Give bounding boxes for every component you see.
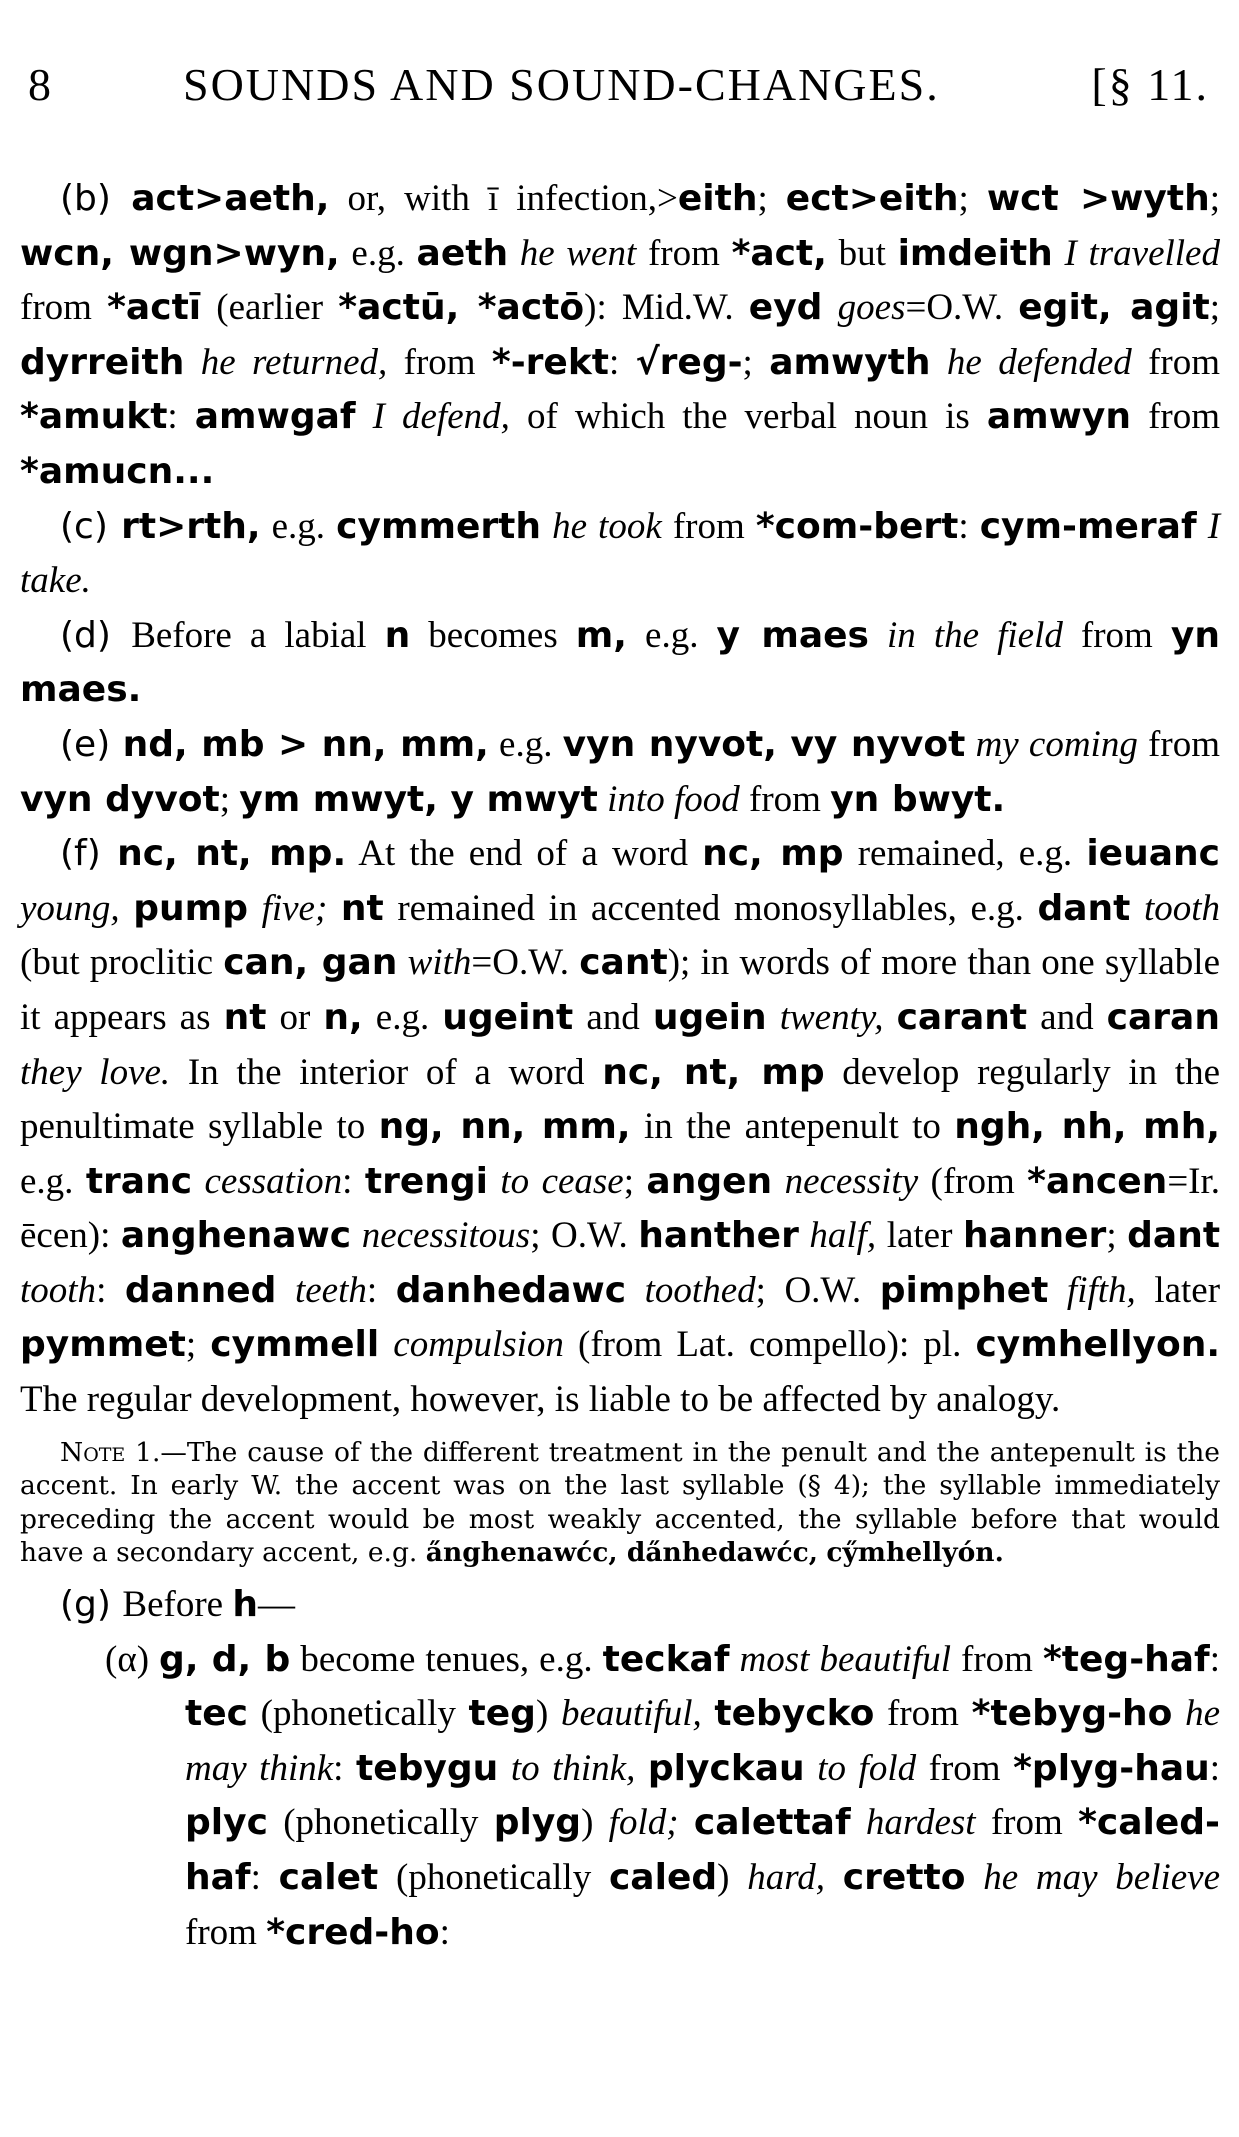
welsh-form: tebycko (714, 1693, 875, 1735)
text-run: In the interior of a word (170, 1051, 603, 1093)
text-run: e.g. (339, 232, 417, 274)
text-run: : (167, 396, 195, 438)
text-run: (phonetically (247, 1693, 469, 1735)
text-run: ; O.W. (530, 1215, 639, 1257)
text-run (965, 724, 975, 765)
text-run (351, 1215, 362, 1256)
welsh-form: rt>rth, (121, 505, 261, 547)
welsh-form: *amucn... (20, 450, 215, 492)
text-run: ; (1106, 1215, 1128, 1257)
welsh-form: *plyg-hau (1013, 1747, 1210, 1789)
text-run: e.g. (362, 996, 443, 1038)
text-run (276, 1270, 295, 1311)
text-run (805, 1748, 818, 1789)
welsh-form: vyn dyvot (20, 778, 220, 820)
gloss: twenty, (779, 996, 884, 1038)
gloss: compulsion (393, 1324, 564, 1366)
welsh-form: ugeint (442, 996, 574, 1038)
welsh-form: calet (278, 1857, 379, 1898)
gloss: beautiful, (560, 1693, 702, 1735)
gloss: I take. (20, 505, 1221, 602)
note-label: Note (60, 1436, 126, 1468)
welsh-form: angen (646, 1160, 773, 1202)
text-run (772, 1161, 784, 1202)
text-run: later (876, 1215, 963, 1257)
text-run: remained, e.g. (843, 833, 1087, 875)
welsh-form: nt (340, 887, 384, 929)
text-run (1172, 1693, 1185, 1734)
text-run (541, 506, 552, 547)
text-run: in the antepenult to (630, 1106, 955, 1148)
welsh-form: *caled-haf (185, 1802, 1220, 1898)
text-run: remained in accented monosyllables, e.g. (383, 887, 1038, 929)
text-run (1130, 888, 1144, 929)
welsh-form: cant (579, 942, 668, 984)
text-run: become tenues, e.g. (290, 1638, 603, 1680)
text-run (730, 1639, 740, 1680)
gloss: I travelled (1064, 232, 1220, 274)
text-run: or (266, 996, 324, 1038)
welsh-form: m, (575, 614, 627, 656)
text-run (248, 888, 262, 929)
welsh-form: teg (468, 1693, 536, 1735)
gloss: my coming (975, 723, 1138, 765)
welsh-form: eyd (748, 287, 823, 329)
welsh-form: trengi (364, 1160, 488, 1202)
welsh-form: danhedawc (395, 1269, 627, 1311)
paragraph-e (20, 718, 1220, 827)
welsh-form: cretto (842, 1857, 966, 1898)
text-run: from (916, 1747, 1014, 1789)
gloss: hardest (865, 1802, 976, 1844)
gloss: fold; (608, 1802, 679, 1844)
welsh-form: pimphet (879, 1269, 1049, 1311)
welsh-form: dant (1127, 1215, 1221, 1257)
welsh-form: plyg (493, 1802, 582, 1844)
welsh-form: h (232, 1584, 258, 1626)
text-run: from (20, 287, 108, 329)
welsh-form: *ancen (1027, 1160, 1168, 1202)
text-run (508, 233, 520, 274)
text-run (379, 1324, 393, 1365)
text-run: : (958, 505, 980, 547)
text-run: but (826, 232, 898, 274)
text-run (931, 342, 947, 383)
welsh-form: plyckau (647, 1747, 805, 1789)
welsh-form: hanther (638, 1215, 799, 1257)
text-run: from (951, 1638, 1043, 1680)
welsh-form: carant (896, 996, 1028, 1038)
welsh-form: aeth (416, 232, 509, 274)
text-run: becomes (410, 614, 576, 656)
welsh-form: wcn, wgn>wyn, (20, 232, 340, 274)
text-run: (but proclitic (20, 942, 224, 984)
welsh-form: ng, nn, mm, (378, 1106, 631, 1148)
text-run: from (1137, 723, 1220, 765)
welsh-form: *tebyg-ho (971, 1693, 1173, 1735)
gloss: to think, (510, 1747, 636, 1789)
text-run (192, 1161, 204, 1202)
gloss: most beautiful (739, 1638, 951, 1680)
item-label: (d) (60, 614, 132, 656)
text-run: e.g. (626, 614, 717, 656)
welsh-form: n (384, 614, 411, 656)
text-run: and (573, 996, 653, 1038)
welsh-form: cym-meraf (979, 505, 1197, 547)
text-run: =O.W. (905, 287, 1019, 329)
text-run (498, 1748, 511, 1789)
welsh-form: ect>eith (785, 178, 959, 219)
welsh-form: amwgaf (194, 396, 356, 438)
text-run (1048, 1270, 1067, 1311)
gloss: with (407, 942, 472, 984)
welsh-form: dyrreith (20, 341, 185, 383)
text-run (1053, 233, 1065, 274)
text-run (869, 615, 887, 656)
welsh-form: nc, nt, mp (602, 1051, 825, 1093)
text-run: : (1209, 1638, 1220, 1680)
welsh-form: dant (1037, 887, 1131, 929)
welsh-form: pump (133, 887, 248, 929)
welsh-form: can, gan (223, 942, 398, 984)
text-run (822, 287, 837, 328)
gloss: tooth (20, 1269, 97, 1311)
gloss: he may think (185, 1693, 1221, 1789)
welsh-form: n, (323, 996, 363, 1038)
text-run (851, 1802, 866, 1843)
text-run (327, 888, 341, 929)
welsh-form: a̋nghenawćc, da̋nhedawćc, (425, 1537, 818, 1569)
gloss: he defended (946, 341, 1132, 383)
text-run: ): Mid.W. (584, 287, 749, 329)
text-run: =Ir. ēcen): (20, 1160, 1221, 1257)
welsh-form: plyc (185, 1802, 268, 1844)
welsh-form: caran (1106, 996, 1220, 1038)
text-run (635, 1748, 648, 1789)
text-run: from (739, 778, 831, 820)
item-label: (g) (60, 1584, 123, 1626)
welsh-form: hanner (962, 1215, 1107, 1257)
text-run (767, 997, 780, 1038)
gloss: fifth, (1066, 1269, 1136, 1311)
gloss: he took (552, 505, 662, 547)
welsh-form: *cred-ho (266, 1911, 440, 1953)
text-run: from (185, 1911, 267, 1953)
text-run: from (1062, 614, 1171, 656)
text-run (965, 1857, 983, 1898)
running-header (28, 58, 1209, 118)
paragraph-g-alpha (20, 1633, 1220, 1961)
page-number: 8 (28, 59, 53, 110)
text-run: ; O.W. (755, 1269, 880, 1311)
text-run: : (333, 1747, 356, 1789)
text-run (397, 942, 407, 983)
paragraph-g (20, 1578, 1220, 1633)
text-run: ; (1209, 178, 1220, 219)
gloss: he went (519, 232, 637, 274)
text-run: e.g. (488, 723, 563, 765)
text-run: (α) (105, 1638, 160, 1680)
text-run: from (1131, 396, 1221, 438)
welsh-form: yn maes. (20, 614, 1220, 711)
text-run: : (366, 1269, 396, 1311)
text-run: e.g. (20, 1160, 86, 1202)
gloss: in the field (887, 614, 1063, 656)
text-run: =O.W. (471, 942, 580, 984)
section-marker: [§ 11. (1091, 59, 1209, 110)
item-label: (e) (60, 723, 123, 765)
welsh-form: vyn nyvot, vy nyvot (562, 723, 966, 765)
gloss: five; (261, 887, 328, 929)
text-run: (phonetically (267, 1802, 494, 1844)
text-run: : (609, 341, 636, 383)
welsh-form: nt (223, 996, 267, 1038)
gloss: to cease (500, 1160, 624, 1202)
text-run: ) (717, 1857, 748, 1898)
text-run (825, 1857, 843, 1898)
welsh-form: caled (608, 1857, 718, 1898)
gloss: hard, (747, 1857, 825, 1898)
gloss: tooth (1143, 887, 1221, 929)
welsh-form: *amukt (20, 396, 168, 438)
text-run (679, 1802, 694, 1843)
text-run: later (1135, 1269, 1221, 1311)
welsh-form: g, d, b (159, 1638, 291, 1680)
footnote-note-1 (20, 1436, 1220, 1570)
welsh-form: act>aeth, (131, 178, 330, 219)
running-title: SOUNDS AND SOUND-CHANGES. (183, 59, 940, 110)
text-run: of which the verbal noun is (509, 396, 987, 438)
welsh-form: amwyn (986, 396, 1132, 438)
text-run (184, 342, 200, 383)
paragraph-f (20, 827, 1220, 1428)
text-run (799, 1215, 810, 1256)
text-run (598, 779, 607, 820)
text-run: ); in words of more than one syllable it appears as (20, 942, 1221, 1038)
text-run: 1.—The cause of the different treatment in the penult and the antepenult is the accent. In early W. the accent was on the last syllable (§ 4); the syllable immediately preceding the accent would be most weakly accented, the syllable before that would have a secondary accent, e.g. (20, 1436, 1220, 1569)
text-run: ; (742, 341, 770, 383)
gloss: teeth (294, 1269, 367, 1311)
text-run (702, 1693, 715, 1734)
text-run: develop regularly in the penultimate syllable to (20, 1051, 1221, 1148)
text-run: Before (122, 1584, 233, 1626)
gloss: into food (607, 778, 740, 820)
text-run: from (874, 1693, 972, 1735)
gloss: to fold (817, 1747, 917, 1789)
paragraph-d (20, 609, 1220, 718)
text-run: from (387, 341, 492, 383)
welsh-form: *teg-haf (1042, 1638, 1210, 1680)
text-run (1197, 506, 1208, 547)
welsh-form: *actī (107, 287, 202, 329)
text-run (488, 1161, 500, 1202)
welsh-form: tec (185, 1693, 248, 1735)
welsh-form: cymmell (210, 1324, 380, 1366)
text-run: ) (581, 1802, 609, 1844)
text-run: from (661, 505, 756, 547)
welsh-form: pymmet (20, 1324, 186, 1366)
gloss: necessitous (361, 1215, 531, 1257)
text-run (884, 997, 897, 1038)
item-label: (c) (60, 505, 122, 547)
text-run: from (975, 1802, 1079, 1844)
page-body (20, 172, 1220, 1960)
text-run (626, 1270, 645, 1311)
text-run: from (1131, 341, 1221, 383)
welsh-form: anghenawc (120, 1215, 352, 1257)
welsh-form: teckaf (602, 1638, 730, 1680)
text-run: : (96, 1269, 125, 1311)
text-run: ; (1209, 287, 1221, 329)
gloss: he may believe (983, 1857, 1221, 1898)
text-run: The regular development, however, is liable to be affected by analogy. (20, 1379, 1061, 1421)
text-run: ; (185, 1324, 211, 1366)
welsh-form: eith (677, 178, 758, 219)
welsh-form: nd, mb > nn, mm, (122, 723, 489, 765)
welsh-form: ugein (652, 996, 767, 1038)
text-run (356, 396, 373, 437)
text-run: ) (535, 1693, 561, 1735)
welsh-form: egit, agit (1018, 287, 1210, 329)
gloss: he returned, (200, 341, 388, 383)
gloss: necessity (784, 1160, 919, 1202)
text-run: ; (757, 178, 786, 219)
welsh-form: cymhellyon. (975, 1324, 1221, 1366)
text-run: ; (958, 178, 987, 219)
paragraph-c (20, 500, 1220, 609)
text-run (120, 888, 134, 929)
gloss: I defend, (372, 396, 510, 438)
welsh-form: *com-bert (755, 505, 959, 547)
text-run: (from Lat. compello): pl. (563, 1324, 976, 1366)
gloss: half, (809, 1215, 877, 1257)
gloss: young, (20, 887, 120, 929)
text-run: e.g. (260, 505, 337, 547)
text-run: : (250, 1857, 279, 1898)
welsh-form: cy̋mhellyón. (826, 1537, 1004, 1569)
text-run: (earlier (201, 287, 339, 329)
text-run: (phonetically (378, 1857, 609, 1898)
paragraph-b (20, 172, 1220, 500)
welsh-form: tranc (85, 1160, 193, 1202)
item-label: (f) (60, 833, 118, 875)
welsh-form: ieuanc (1086, 833, 1220, 875)
gloss: toothed (644, 1269, 756, 1311)
text-run: or, with ī infection,> (329, 178, 678, 219)
welsh-form: ngh, nh, mh, (954, 1106, 1220, 1148)
text-run: from (636, 232, 732, 274)
welsh-form: *act, (731, 232, 827, 274)
welsh-form: imdeith (897, 232, 1053, 274)
welsh-form: cymmerth (336, 505, 541, 547)
welsh-form: *actū, *actō (338, 287, 585, 329)
gloss: goes (837, 287, 906, 329)
text-run: : (342, 1160, 365, 1202)
text-run: ; (623, 1160, 647, 1202)
gloss: cessation (204, 1160, 343, 1202)
welsh-form: *-rekt (491, 341, 609, 383)
text-run: — (257, 1584, 295, 1626)
text-run: ; (219, 778, 240, 820)
welsh-form: √reg- (635, 341, 743, 383)
gloss: they love. (20, 1051, 171, 1093)
item-label: (b) (60, 178, 132, 219)
text-run: At the end of a word (346, 833, 703, 875)
text-run: and (1027, 996, 1107, 1038)
text-run: (from (918, 1160, 1028, 1202)
welsh-form: amwyth (769, 341, 931, 383)
welsh-form: yn bwyt. (830, 778, 1006, 820)
welsh-form: ym mwyt, y mwyt (239, 778, 598, 820)
welsh-form: wct >wyth (986, 178, 1210, 219)
welsh-form: nc, mp (702, 833, 844, 875)
welsh-form: calettaf (693, 1802, 851, 1844)
text-run: : (1209, 1747, 1221, 1789)
welsh-form: danned (124, 1269, 277, 1311)
welsh-form: nc, nt, mp. (117, 833, 347, 875)
text-run: : (439, 1911, 450, 1953)
text-run: Before a labial (131, 614, 385, 656)
welsh-form: y maes (716, 614, 869, 656)
welsh-form: tebygu (356, 1747, 499, 1789)
